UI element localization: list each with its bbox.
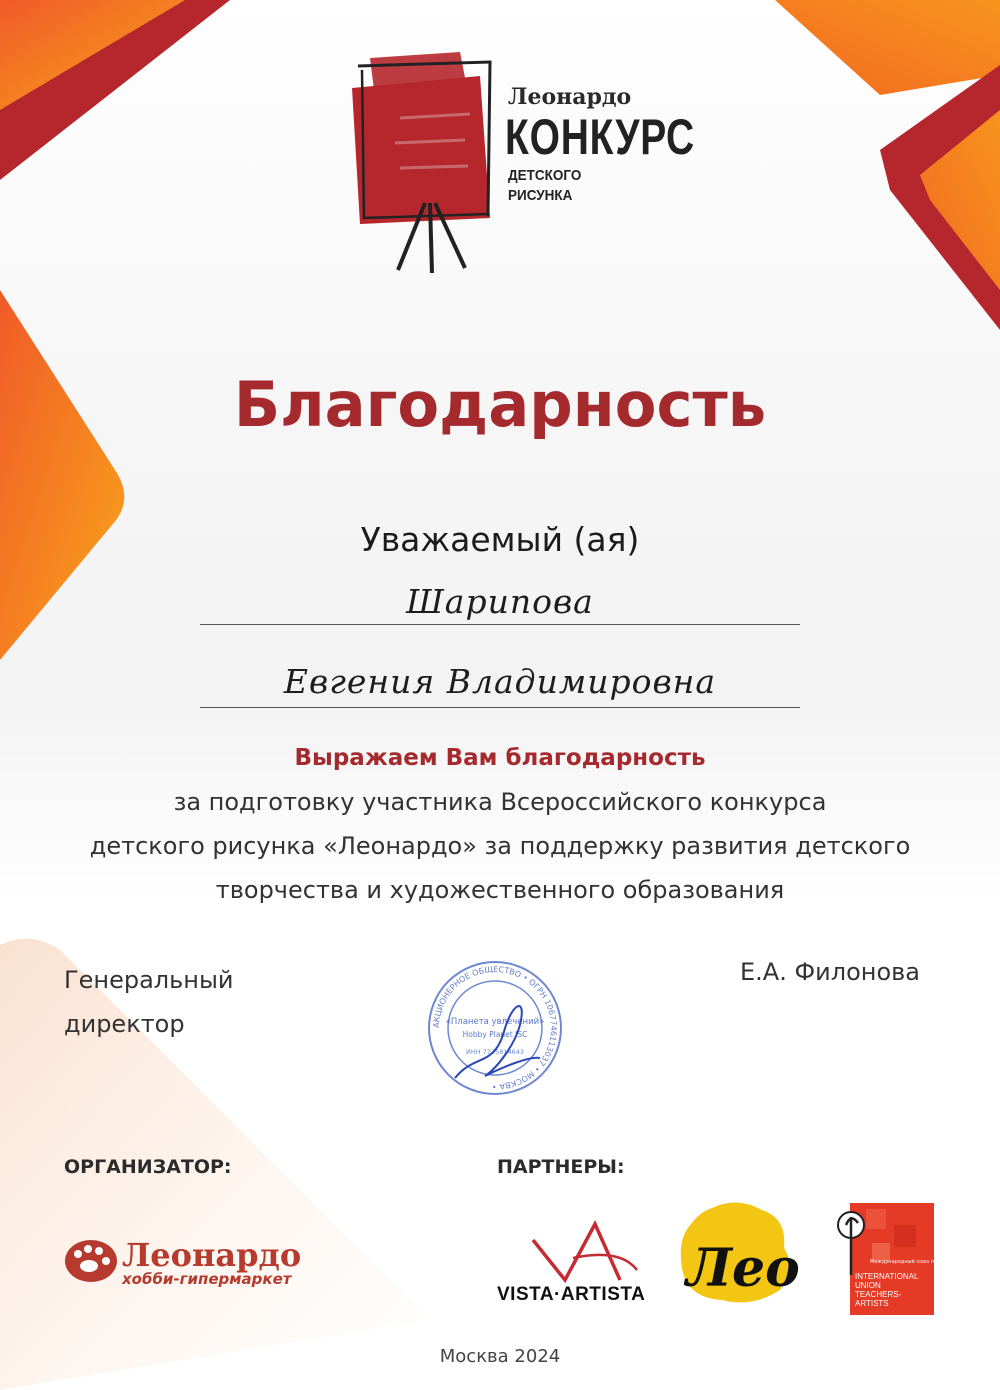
partner-vista-artista: VISTA·ARTISTA [497,1284,646,1305]
stamp-center-1: «Планета увлечений» [445,1017,545,1027]
organizer-label: ОРГАНИЗАТОР: [64,1156,232,1178]
salutation: Уважаемый (ая) [360,520,640,559]
leo-partner-logo-icon [672,1198,802,1306]
corner-shape-top-right-orange [775,0,1000,95]
recipient-name: Евгения Владимировна [283,662,717,701]
union-english-text [855,1272,935,1308]
stamp-inn: ИНН 7725814643 [465,1048,525,1056]
organizer-tagline: хобби-гипермаркет [122,1270,292,1288]
footer-city-year: Москва 2024 [439,1346,561,1367]
underline-surname [200,624,800,625]
official-stamp [425,958,565,1098]
stamp-center-2: Hobby Planet JSC [462,1030,528,1039]
organizer-name: Леонардо [122,1236,302,1274]
message-line-2: детского рисунка «Леонардо» за поддержку развития детского [89,832,911,860]
corner-shape-left-orange [0,290,124,660]
stamp-ring-text: АКЦИОНЕРНОЕ ОБЩЕСТВО • ОГРН 1067746113037 • МОСКВА • [431,964,559,1092]
signer-name: Е.А. Филонова [740,958,920,986]
leonardo-hand-logo-icon [62,1234,120,1284]
union-ru-text: Международный союз педагогов-художников [870,1259,993,1265]
signer-position-line-2: директор [64,1010,185,1038]
page-title: Благодарность [233,368,767,441]
logo-subtitle-2: РИСУНКА [508,187,573,204]
union-line-1: INTERNATIONAL [855,1272,919,1281]
underline-name [200,707,800,708]
union-line-4: ARTISTS [855,1299,889,1308]
union-line-3: TEACHERS- [855,1290,902,1299]
signer-position-line-1: Генеральный [64,966,234,994]
message-line-3: творчества и художественного образования [215,876,785,904]
logo-brand: Леонардо [508,84,632,110]
message-line-1: за подготовку участника Всероссийского конкурса [173,788,827,816]
partners-label: ПАРТНЕРЫ: [497,1156,625,1178]
contest-logo-easel-icon [340,48,500,276]
vista-artista-logo-icon [525,1218,645,1284]
signer-position [64,958,234,1046]
leo-logo-text: Лео [686,1238,800,1299]
logo-subtitle-1: ДЕТСКОГО [508,167,582,184]
logo-title: КОНКУРС [505,109,696,165]
thanks-headline: Выражаем Вам благодарность [294,745,706,771]
union-line-2: UNION [855,1281,881,1290]
recipient-surname: Шарипова [406,582,594,621]
